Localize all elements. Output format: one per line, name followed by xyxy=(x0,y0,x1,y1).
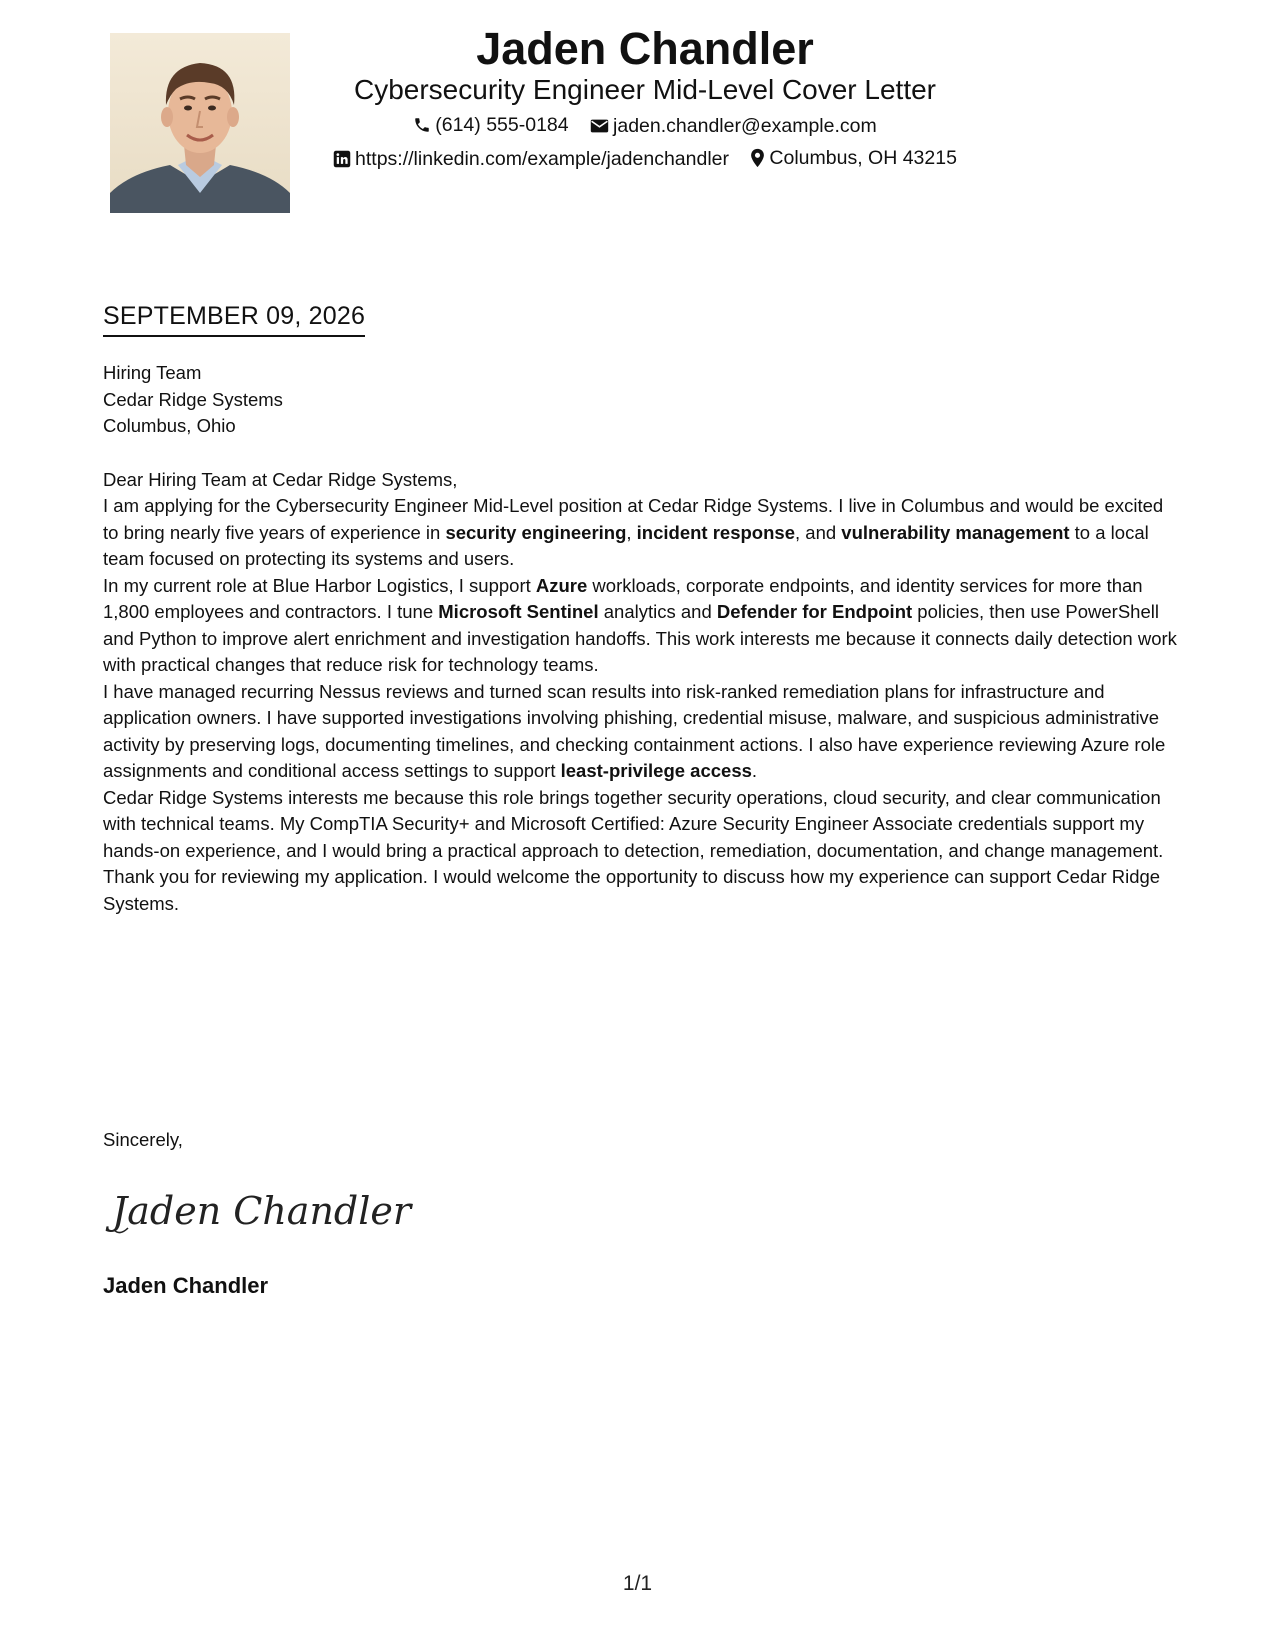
paragraph-text: policies, then use PowerShell and Python to improve alert enrichment and investigation handoffs. This work interests me because it connects daily detection work with practical changes that reduce risk for technology teams. xyxy=(103,601,1177,675)
phone-number: (614) 555-0184 xyxy=(435,114,569,136)
profile-photo xyxy=(110,33,290,213)
body-paragraph xyxy=(103,785,1183,865)
emphasized-text: incident response xyxy=(636,521,795,543)
handwritten-signature xyxy=(110,1180,412,1240)
body-paragraph xyxy=(103,573,1183,679)
letter-body xyxy=(103,360,1183,917)
recipient-line: Hiring Team xyxy=(103,362,202,383)
applicant-name: Jaden Chandler xyxy=(476,23,814,74)
phone-contact[interactable] xyxy=(413,112,568,138)
emphasized-text: least-privilege access xyxy=(560,760,752,781)
paragraph-text: , xyxy=(626,521,637,543)
signer-name: Jaden Chandler xyxy=(103,1273,269,1298)
linkedin-url: https://linkedin.com/example/jadenchandler xyxy=(355,148,729,170)
letter-title: Cybersecurity Engineer Mid-Level Cover Letter xyxy=(353,74,937,105)
emphasized-text: Azure xyxy=(535,574,588,596)
contact-row-secondary xyxy=(300,145,990,175)
email-address: jaden.chandler@example.com xyxy=(613,115,877,137)
body-paragraph xyxy=(103,679,1183,785)
salutation: Dear Hiring Team at Cedar Ridge Systems, xyxy=(103,468,458,490)
paragraph-text: I am applying for the Cybersecurity Engineer Mid-Level position at Cedar Ridge Systems. I live in Columbus and would be excited to bring nearly five years of experience in xyxy=(103,495,1164,543)
page-number: 1/1 xyxy=(622,1572,653,1595)
paragraphs xyxy=(103,493,1183,917)
emphasized-text: vulnerability management xyxy=(841,521,1070,543)
emphasized-text: Microsoft Sentinel xyxy=(438,601,599,622)
body-paragraph xyxy=(103,493,1183,573)
paragraph-text: In my current role at Blue Harbor Logistics, I support xyxy=(103,574,536,596)
recipient-line: Columbus, Ohio xyxy=(103,415,236,436)
body-paragraph xyxy=(103,864,1183,917)
location-text: Columbus, OH 43215 xyxy=(769,147,957,169)
linkedin-icon xyxy=(333,150,351,168)
emphasized-text: security engineering xyxy=(445,521,627,543)
recipient-block xyxy=(103,360,1183,440)
emphasized-text: Defender for Endpoint xyxy=(716,601,913,622)
paragraph-text: analytics and xyxy=(598,601,717,622)
letter-date: SEPTEMBER 09, 2026 xyxy=(103,300,365,337)
contact-row-primary xyxy=(300,112,990,141)
map-pin-icon xyxy=(750,148,765,168)
paragraph-text: Thank you for reviewing my application. I would welcome the opportunity to discuss how my experience can support Cedar Ridge Systems. xyxy=(103,866,1161,914)
paragraph-text: Cedar Ridge Systems interests me because this role brings together security operations, cloud security, and clear communication with technical teams. My CompTIA Security+ and Microsoft Certified: Azure Security Engineer Associate credentials support my hands-on experience, and I would bring a practical approach to detection, remediation, documentation, and change management. xyxy=(103,786,1164,861)
signature-text: Jaden Chandler xyxy=(112,1189,412,1233)
paragraph-text: , and xyxy=(795,521,842,543)
location-contact xyxy=(750,145,957,171)
paragraph-text: . xyxy=(751,760,758,781)
paragraph-text: workloads, corporate endpoints, and identity services for more than 1,800 employees and contractors. I tune xyxy=(103,574,1143,622)
paragraph-text: I have managed recurring Nessus reviews and turned scan results into risk-ranked remediation plans for infrastructure and application owners. I have supported investigations involving phishing, credential misuse, malware, and suspicious administrative activity by preserving logs, documenting timelines, and checking containment actions. I also have experience reviewing Azure role assignments and conditional access settings to support xyxy=(103,680,1166,781)
recipient-line: Cedar Ridge Systems xyxy=(103,388,283,410)
phone-icon xyxy=(413,116,431,134)
linkedin-contact[interactable] xyxy=(333,146,729,172)
paragraph-text: to a local team focused on protecting its systems and users. xyxy=(103,521,1149,569)
closing: Sincerely, xyxy=(103,1129,183,1150)
email-contact[interactable] xyxy=(590,113,877,139)
envelope-icon xyxy=(590,118,609,134)
